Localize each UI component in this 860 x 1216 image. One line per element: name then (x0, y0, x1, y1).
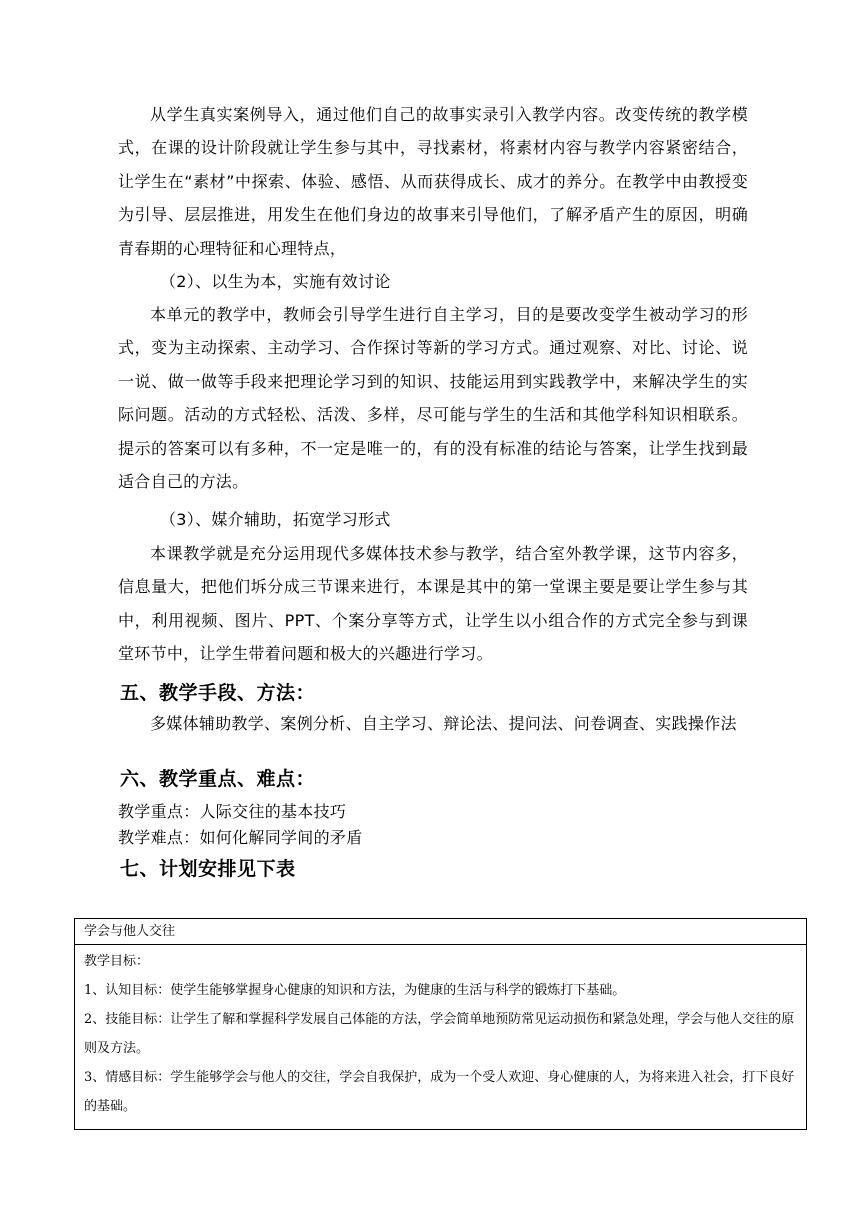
subheading-media-assist: （3）、媒介辅助，拓宽学习形式 (160, 510, 391, 529)
table-row (75, 945, 807, 1130)
section-5-heading: 五、教学手段、方法： (120, 682, 316, 704)
table-row (75, 919, 807, 945)
discussion-paragraph: 本单元的教学中，教师会引导学生进行自主学习，目的是要改变学生被动学习的形式，变为主动探索、主动学习、合作探讨等新的学习方式。通过观察、对比、讨论、说一说、做一做等手段来把理论学习到的知识、技能运用到实践教学中，来解决学生的实际问题。活动的方式轻松、活泼、多样，尽可能与学生的生活和其他学科知识相联系。提示的答案可以有多种，不一定是唯一的，有的没有标准的结论与答案，让学生找到最适合自己的方法。 (118, 305, 748, 492)
section-6-heading: 六、教学重点、难点： (120, 768, 316, 790)
plan-table (74, 918, 807, 1130)
objective-skill: 2、技能目标：让学生了解和掌握科学发展自己体能的方法，学会简单地预防常见运动损伤和紧急处理，学会与他人交往的原则及方法。 (84, 1012, 795, 1056)
subheading-student-centered: （2）、以生为本，实施有效讨论 (160, 272, 391, 291)
section-5-body: 多媒体辅助教学、案例分析、自主学习、辩论法、提问法、问卷调查、实践操作法 (150, 714, 737, 733)
intro-paragraph: 从学生真实案例导入，通过他们自己的故事实录引入教学内容。改变传统的教学模式，在课的设计阶段就让学生参与其中，寻找素材，将素材内容与教学内容紧密结合，让学生在“素材”中探索、体验、感悟、从而获得成长、成才的养分。在教学中由教授变为引导、层层推进，用发生在他们身边的故事来引导他们，了解矛盾产生的原因，明确青春期的心理特征和心理特点， (118, 105, 748, 258)
media-paragraph: 本课教学就是充分运用现代多媒体技术参与教学，结合室外教学课，这节内容多，信息量大，把他们坼分成三节课来进行，本课是其中的第一堂课主要是要让学生参与其中，利用视频、图片、PPT、个案分享等方式，让学生以小组合作的方式完全参与到课堂环节中，让学生带着问题和极大的兴趣进行学习。 (118, 544, 748, 664)
plan-table-title: 学会与他人交往 (75, 919, 807, 945)
objective-cognitive: 1、认知目标：使学生能够掌握身心健康的知识和方法，为健康的生活与科学的锻炼打下基础。 (84, 983, 626, 998)
difficult-point-line: 教学难点：如何化解同学间的矛盾 (118, 828, 363, 847)
objective-emotional: 3、情感目标：学生能够学会与他人的交往，学会自我保护，成为一个受人欢迎、身心健康的人，为将来进入社会，打下良好的基础。 (84, 1070, 795, 1114)
key-point-line: 教学重点：人际交往的基本技巧 (118, 802, 347, 821)
section-7-heading: 七、计划安排见下表 (120, 858, 296, 880)
plan-table-objectives-cell (75, 945, 807, 1130)
objectives-label: 教学目标： (84, 954, 150, 969)
